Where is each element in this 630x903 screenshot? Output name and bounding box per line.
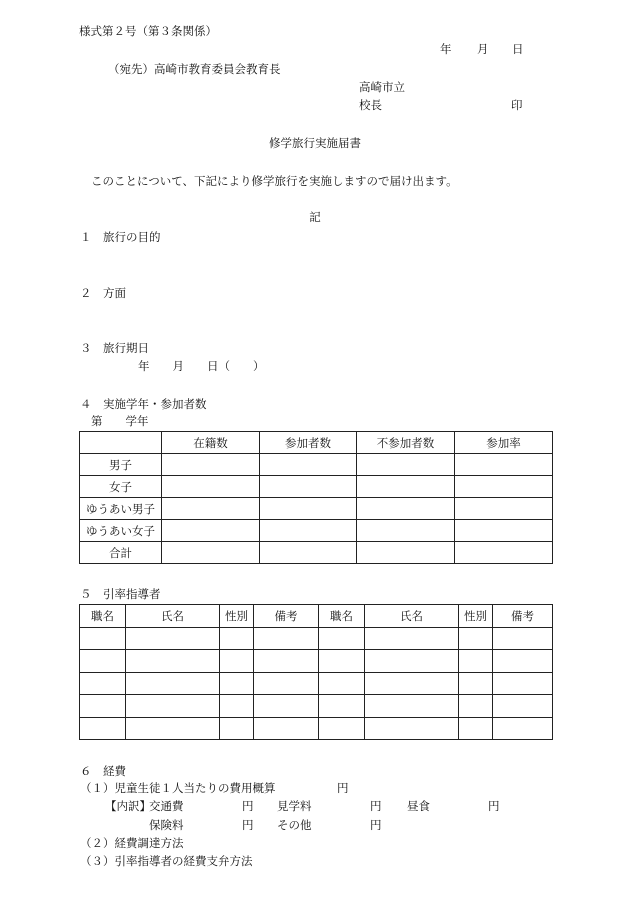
yen-label: 円 xyxy=(370,818,382,832)
date-year-label: 年 xyxy=(440,42,452,56)
table-cell[interactable] xyxy=(365,650,459,673)
table-header-row xyxy=(80,432,553,454)
seal-label: 印 xyxy=(511,98,523,112)
table-cell[interactable] xyxy=(455,520,553,542)
table-cell[interactable] xyxy=(254,627,319,650)
table-cell[interactable] xyxy=(220,695,254,718)
cost-item-1: （１）児童生徒１人当たりの費用概算 xyxy=(80,781,276,795)
insurance-label: 保険料 xyxy=(149,818,184,832)
yen-label: 円 xyxy=(242,818,254,832)
table-cell[interactable] xyxy=(319,695,365,718)
date-day-label: 日 xyxy=(512,42,524,56)
table-cell[interactable] xyxy=(357,476,455,498)
table-cell[interactable] xyxy=(260,542,357,564)
table-cell[interactable] xyxy=(220,717,254,740)
table-cell[interactable] xyxy=(126,695,220,718)
table-cell[interactable] xyxy=(162,454,260,476)
table-cell[interactable] xyxy=(126,717,220,740)
table-header: 職名 xyxy=(80,605,126,628)
table-row xyxy=(80,717,553,740)
table-cell[interactable] xyxy=(493,627,553,650)
section-3-heading: ３ 旅行期日 xyxy=(80,341,149,355)
table-cell[interactable] xyxy=(260,454,357,476)
table-cell[interactable] xyxy=(254,672,319,695)
table-cell[interactable] xyxy=(459,672,493,695)
table-cell[interactable] xyxy=(260,520,357,542)
table-cell[interactable] xyxy=(357,520,455,542)
table-cell[interactable] xyxy=(254,717,319,740)
table-cell[interactable] xyxy=(459,650,493,673)
table-row xyxy=(80,476,553,498)
table-cell[interactable] xyxy=(493,695,553,718)
table-cell[interactable] xyxy=(220,627,254,650)
lunch-label: 昼食 xyxy=(407,799,430,813)
yen-label: 円 xyxy=(242,799,254,813)
table-cell[interactable] xyxy=(365,672,459,695)
principal-label: 校長 xyxy=(359,98,382,112)
table-cell[interactable] xyxy=(220,650,254,673)
table-row xyxy=(80,672,553,695)
date-month-label: 月 xyxy=(477,42,489,56)
table-header: 備考 xyxy=(493,605,553,628)
table-cell[interactable] xyxy=(319,717,365,740)
table-row xyxy=(80,498,553,520)
yen-label: 円 xyxy=(337,781,349,795)
school-name-label: 高崎市立 xyxy=(359,80,405,94)
table-header: 不参加者数 xyxy=(357,432,455,454)
breakdown-label: 【内訳】 xyxy=(105,799,151,813)
document-title: 修学旅行実施届書 xyxy=(269,136,361,150)
table-cell[interactable] xyxy=(459,717,493,740)
table-cell[interactable] xyxy=(357,498,455,520)
table-cell[interactable] xyxy=(455,476,553,498)
table-cell[interactable] xyxy=(357,542,455,564)
row-label: ゆうあい女子 xyxy=(80,520,162,542)
table-header: 備考 xyxy=(254,605,319,628)
table-cell[interactable] xyxy=(80,627,126,650)
table-cell[interactable] xyxy=(162,520,260,542)
table-row xyxy=(80,542,553,564)
table-cell[interactable] xyxy=(365,717,459,740)
table-row xyxy=(80,454,553,476)
table-cell[interactable] xyxy=(357,454,455,476)
table-cell[interactable] xyxy=(80,672,126,695)
transport-label: 交通費 xyxy=(149,799,184,813)
table-row xyxy=(80,627,553,650)
section-4-heading: ４ 実施学年・参加者数 xyxy=(80,397,207,411)
table-cell[interactable] xyxy=(459,695,493,718)
table-cell[interactable] xyxy=(493,650,553,673)
table-cell[interactable] xyxy=(162,476,260,498)
table-cell[interactable] xyxy=(162,498,260,520)
table-cell[interactable] xyxy=(455,454,553,476)
admission-label: 見学料 xyxy=(277,799,312,813)
form-number: 様式第２号（第３条関係） xyxy=(79,24,217,38)
table-header: 職名 xyxy=(319,605,365,628)
yen-label: 円 xyxy=(370,799,382,813)
yen-label: 円 xyxy=(488,799,500,813)
table-cell[interactable] xyxy=(162,542,260,564)
table-cell[interactable] xyxy=(126,672,220,695)
table-cell[interactable] xyxy=(319,672,365,695)
table-header: 参加率 xyxy=(455,432,553,454)
table-cell[interactable] xyxy=(80,695,126,718)
ki-label: 記 xyxy=(309,210,321,224)
table-header-row xyxy=(80,605,553,628)
table-row xyxy=(80,695,553,718)
section-6-heading: ６ 経費 xyxy=(80,764,126,778)
table-row xyxy=(80,650,553,673)
row-label: ゆうあい男子 xyxy=(80,498,162,520)
table-row xyxy=(80,520,553,542)
table-cell[interactable] xyxy=(126,650,220,673)
table-header: 氏名 xyxy=(365,605,459,628)
table-cell[interactable] xyxy=(254,650,319,673)
grade-label: 第 学年 xyxy=(91,414,149,428)
table-header: 参加者数 xyxy=(260,432,357,454)
table-cell[interactable] xyxy=(493,717,553,740)
table-cell[interactable] xyxy=(455,542,553,564)
table-cell[interactable] xyxy=(126,627,220,650)
table-cell[interactable] xyxy=(80,650,126,673)
intro-text: このことについて、下記により修学旅行を実施しますので届け出ます。 xyxy=(91,174,458,188)
table-cell[interactable] xyxy=(365,695,459,718)
table-cell[interactable] xyxy=(260,476,357,498)
table-cell[interactable] xyxy=(365,627,459,650)
table-cell[interactable] xyxy=(459,627,493,650)
table-header: 性別 xyxy=(459,605,493,628)
table-header: 性別 xyxy=(220,605,254,628)
table-cell[interactable] xyxy=(455,498,553,520)
table-header: 在籍数 xyxy=(162,432,260,454)
travel-date-line: 年 月 日（ ） xyxy=(138,359,265,373)
section-5-heading: ５ 引率指導者 xyxy=(80,587,161,601)
cost-item-3: （３）引率指導者の経費支弁方法 xyxy=(80,854,253,868)
table-cell[interactable] xyxy=(319,650,365,673)
row-label: 合計 xyxy=(80,542,162,564)
participants-table xyxy=(79,431,553,564)
table-header: 氏名 xyxy=(126,605,220,628)
table-cell[interactable] xyxy=(319,627,365,650)
table-cell[interactable] xyxy=(254,695,319,718)
row-label: 男子 xyxy=(80,454,162,476)
table-cell[interactable] xyxy=(220,672,254,695)
chaperones-table xyxy=(79,604,553,740)
table-cell[interactable] xyxy=(493,672,553,695)
table-header xyxy=(80,432,162,454)
section-2-heading: ２ 方面 xyxy=(80,286,126,300)
other-label: その他 xyxy=(277,818,312,832)
addressee: （宛先）高崎市教育委員会教育長 xyxy=(108,62,281,76)
cost-item-2: （２）経費調達方法 xyxy=(80,836,184,850)
table-cell[interactable] xyxy=(80,717,126,740)
row-label: 女子 xyxy=(80,476,162,498)
table-cell[interactable] xyxy=(260,498,357,520)
section-1-heading: １ 旅行の目的 xyxy=(80,230,161,244)
